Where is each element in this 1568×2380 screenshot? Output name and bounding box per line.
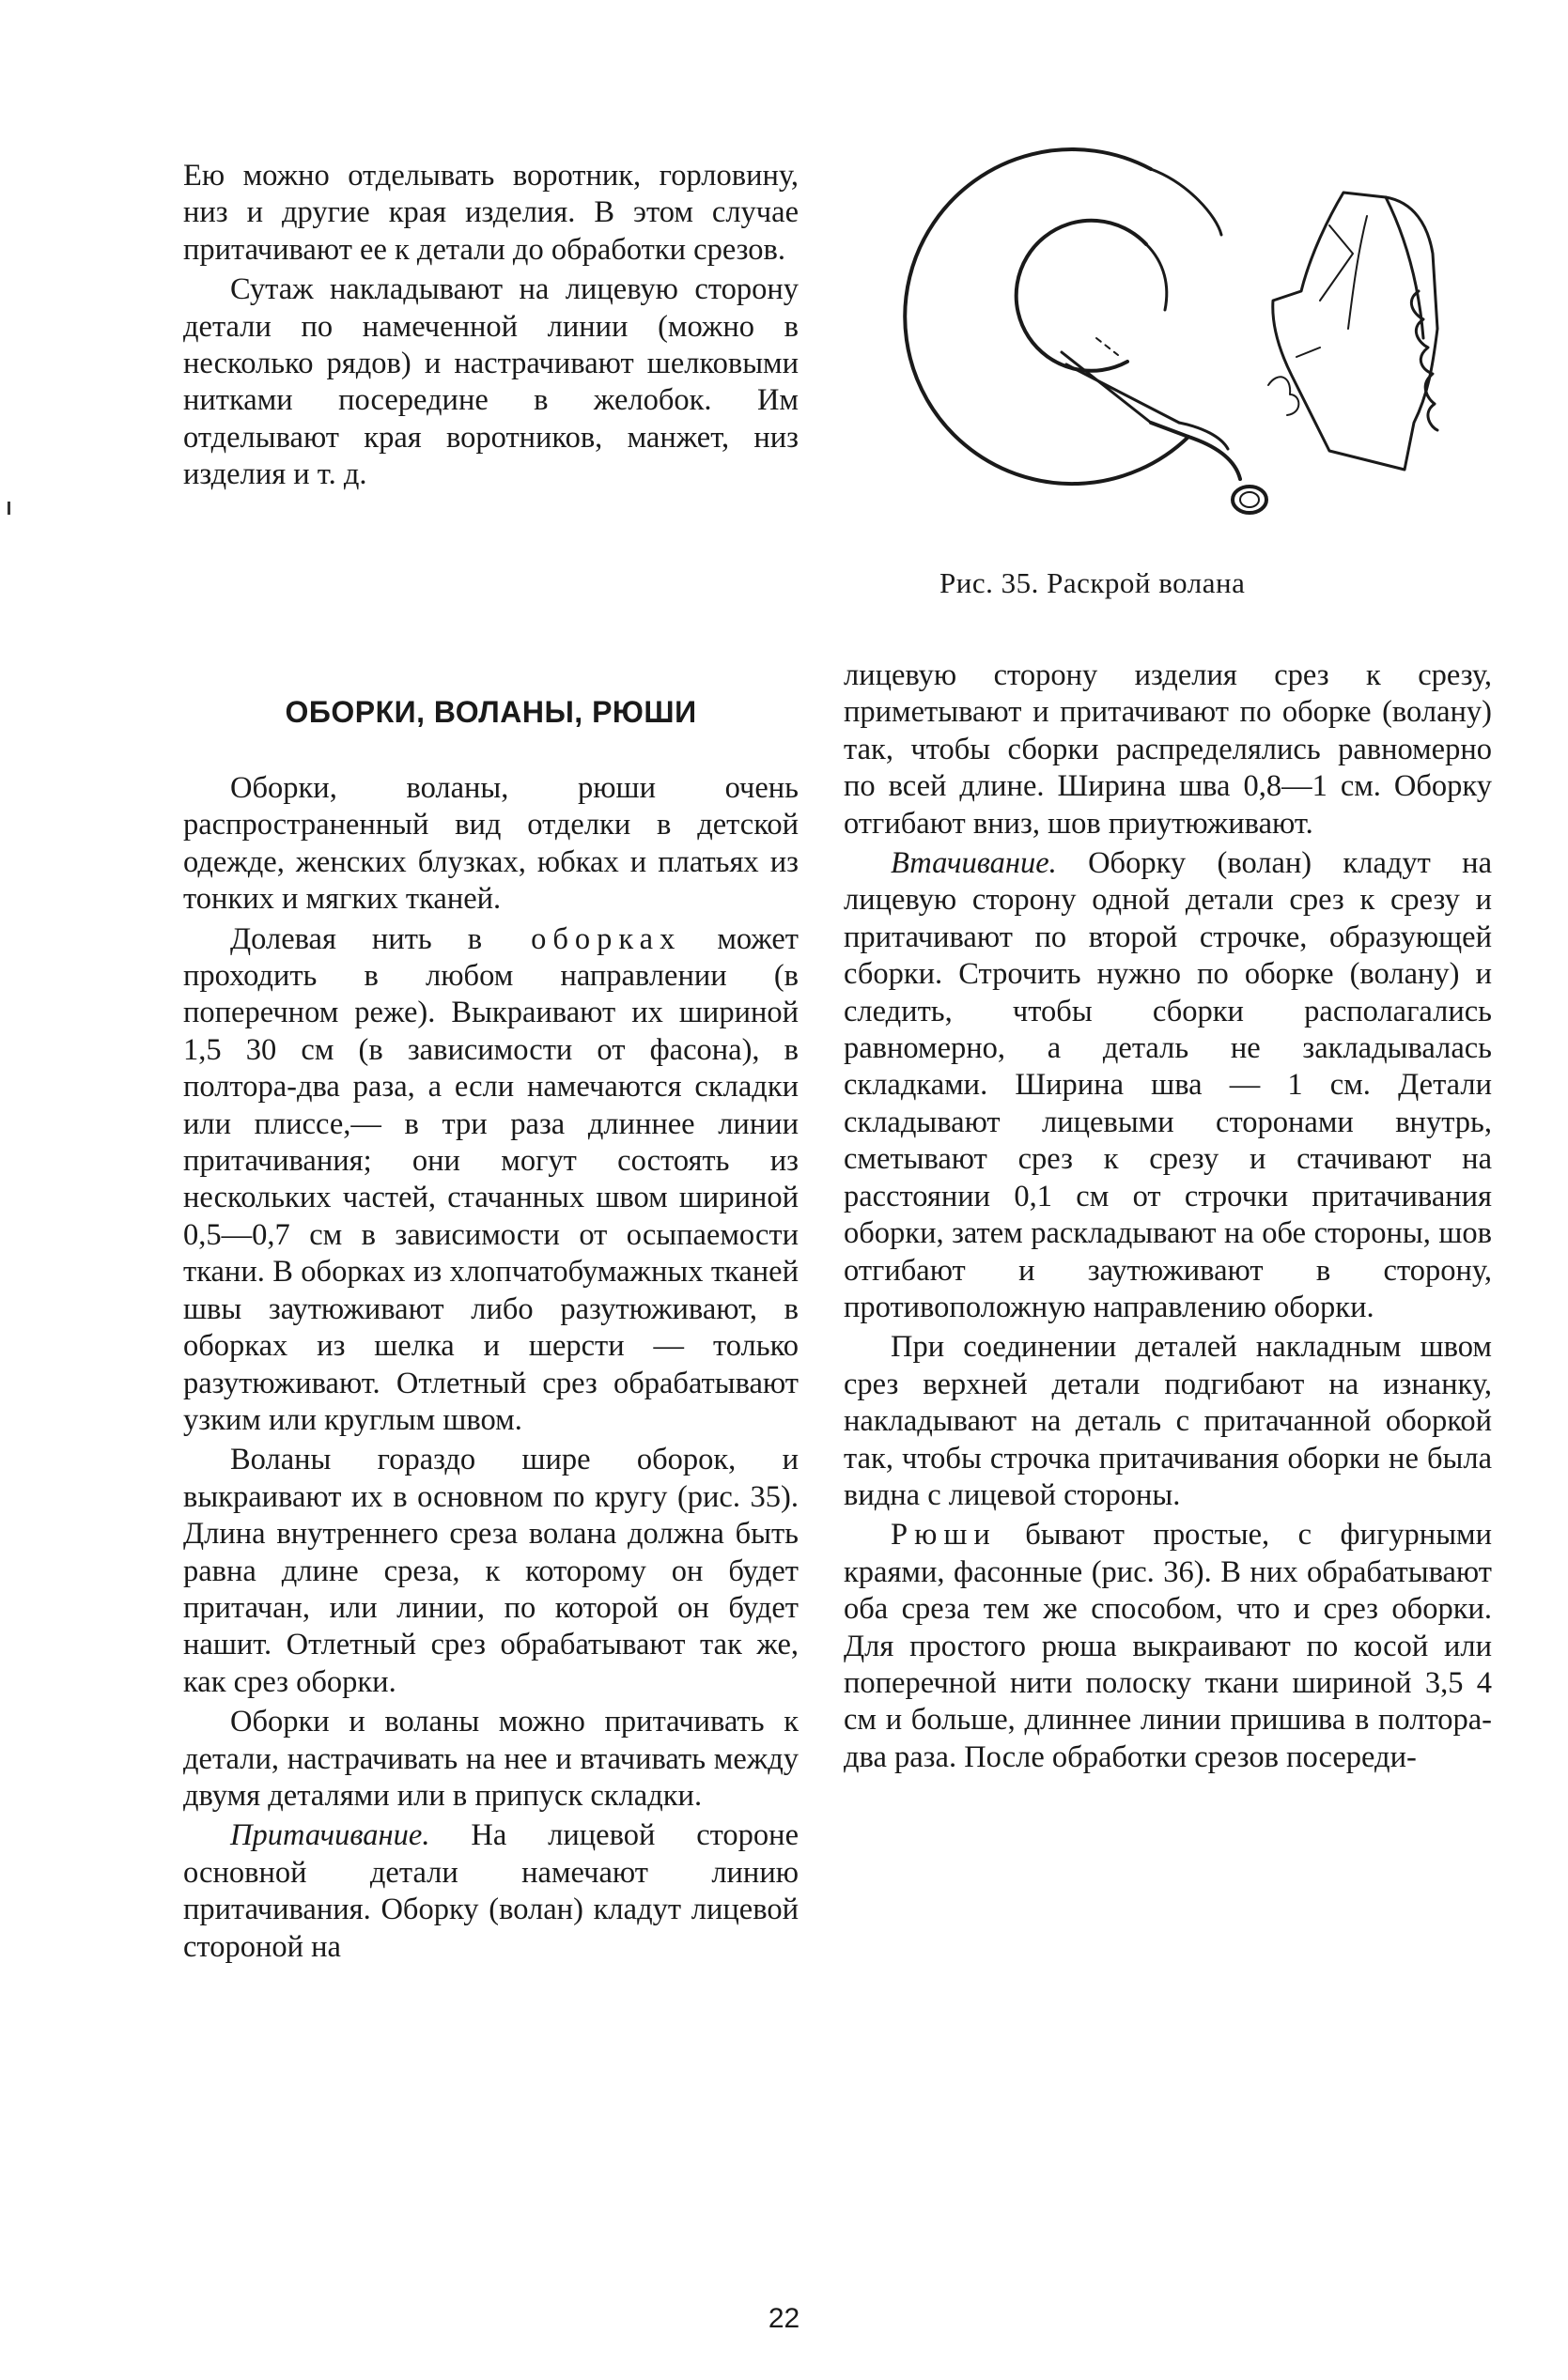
italic-term: Втачивание.: [891, 846, 1057, 881]
text-run: может проходить в любом направлении (в поперечном реже). Выкраивают их шириной 1,5 30 см (в зависимости от фасона), в полтора-два раза, а если намечаются складки или плиссе,— в три раза длиннее линии притачивания; они могут состоять из нескольких частей, стачанных швом шириной 0,5—0,7 см в зависимости от осыпаемости ткани. В оборках из хлопчатобумажных тканей швы заутюживают либо разутюживают, в оборках из шелка и шерсти — только разутюживают. Отлетный срез обрабатывают узким или круглым швом.: [183, 921, 799, 1437]
paragraph: Оборки и воланы можно притачивать к детали, настрачивать на нее и втачивать между двумя деталями или в припуск складки.: [183, 1705, 799, 1813]
paragraph: [183, 1817, 799, 1966]
garment-sketch: [1273, 193, 1437, 470]
paragraph: [844, 1517, 1492, 1776]
spaced-term: в оборках: [467, 921, 682, 956]
section-heading: ОБОРКИ, ВОЛАНЫ, РЮШИ: [285, 695, 697, 729]
paragraph: лицевую сторону изделия срез к срезу, приметывают и притачивают по оборке (волану) так, чтобы сборки распределялись равномерно по всей длине. Ширина шва 0,8—1 см. Оборку отгибают вниз, шов приутюживают.: [844, 658, 1492, 841]
text-run: Долевая нить: [230, 921, 468, 956]
paragraph: Сутаж накладывают на лицевую сторону детали по намеченной линии (можно в несколько рядов) и настрачивают шелковыми нитками посередине в желобок. Им отделывают края воротников, манжет, низ изделия и т. д.: [183, 272, 799, 492]
paragraph: [183, 921, 799, 1440]
text-run: На лицевой стороне основной детали намечают линию притачивания. Оборку (волан) кладут лицевой стороной на: [183, 1818, 799, 1964]
left-column-top: [183, 158, 799, 494]
paragraph: Оборки, воланы, рюши очень распространенный вид отделки в детской одежде, женских блузках, юбках и платьях из тонких и мягких тканей.: [183, 771, 799, 917]
paragraph: Воланы гораздо шире оборок, и выкраивают их в основном по кругу (рис. 35). Длина внутреннего среза волана должна быть равна длине среза, к которому он будет притачан, или линии, по которой он будет нашит. Отлетный срез обрабатывают так же, как срез оборки.: [183, 1443, 799, 1699]
paragraph: [844, 845, 1492, 1326]
spaced-term: Рюши: [891, 1518, 997, 1553]
volan-inner-circle: [1017, 221, 1146, 371]
italic-term: Притачивание.: [230, 1818, 430, 1853]
figure-35-volan-cut: [878, 113, 1489, 564]
paragraph: Ею можно отделывать воротник, горловину, низ и другие края изделия. В этом случае притачивают ее к детали до обработки срезов.: [183, 159, 799, 267]
page-number: 22: [768, 2303, 800, 2334]
margin-mark: [8, 502, 10, 515]
text-run: Оборку (волан) кладут на лицевую сторону одной детали срез к срезу и притачивают по второй строчке, образующей сборки. Строчить нужно по оборке (волану) и следить, чтобы сборки располагались равномерно, а деталь не закладывалась складками. Ширина шва — 1 см. Детали складывают лицевыми сторонами внутрь, сметывают срез к срезу и стачивают на расстоянии 0,1 см от строчки притачивания оборки, затем раскладывают на обе стороны, шов отгибают и заутюживают в сторону, противоположную направлению оборки.: [844, 846, 1492, 1324]
right-column: [844, 657, 1492, 1776]
volan-outer-circle: [905, 149, 1188, 484]
paragraph: При соединении деталей накладным швом срез верхней детали подгибают на изнанку, накладывают на деталь с притачанной оборкой так, чтобы строчка притачивания оборки не была видна с лицевой стороны.: [844, 1330, 1492, 1512]
text-run: бывают простые, с фигурными краями, фасонные (рис. 36). В них обрабатывают оба среза тем же способом, что и срез оборки. Для простого рюша выкраивают по косой или поперечной нити полоску ткани шириной 3,5 4 см и больше, длиннее линии пришива в полтора-два раза. После обработки срезов посереди-: [844, 1518, 1492, 1774]
volan-cut-illustration: [878, 113, 1489, 564]
figure-caption: Рис. 35. Раскрой волана: [939, 566, 1246, 599]
left-column: [183, 770, 799, 1966]
